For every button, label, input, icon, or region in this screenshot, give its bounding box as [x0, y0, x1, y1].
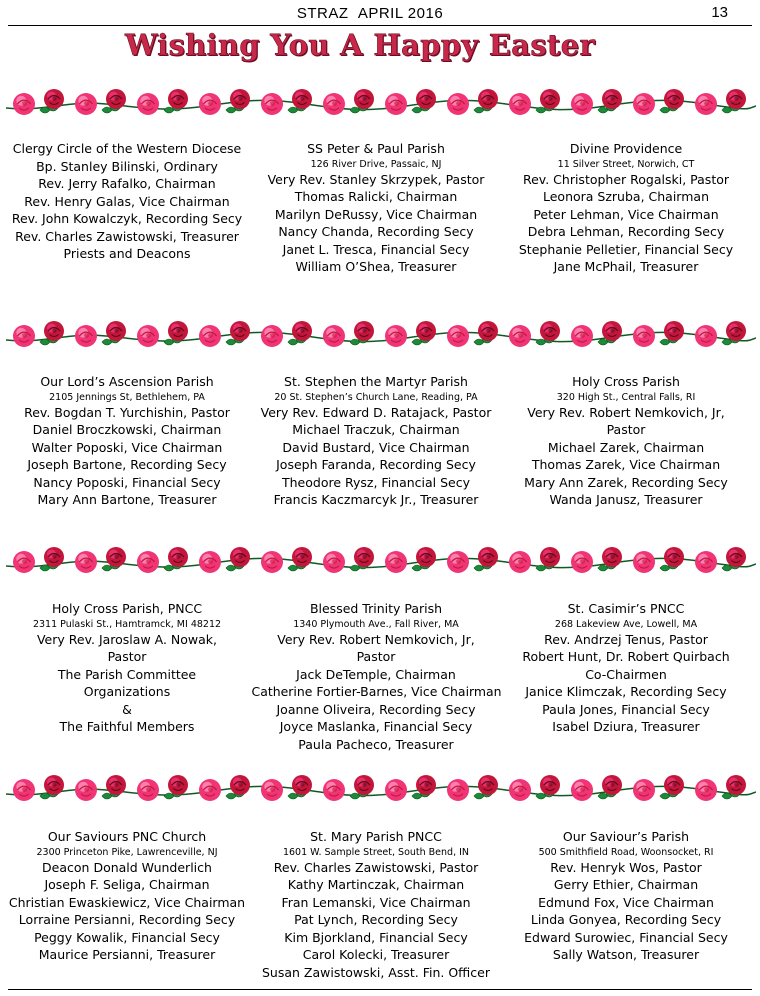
rose-flower — [416, 547, 436, 567]
officer-line: Robert Hunt, Dr. Robert Quirbach — [522, 649, 730, 664]
officer-line: Jane McPhail, Treasurer — [553, 259, 699, 274]
rose-flower — [416, 321, 436, 341]
rose-flower — [447, 93, 469, 115]
rose-flower — [633, 551, 655, 573]
rose-flower — [75, 551, 97, 573]
rose-flower — [199, 93, 221, 115]
parish-block — [501, 373, 751, 509]
rose-flower — [478, 321, 498, 341]
rose-flower — [602, 547, 622, 567]
rose-flower — [168, 547, 188, 567]
rose-flower — [478, 775, 498, 795]
rose-flower — [478, 89, 498, 109]
officer-line: Rev. Charles Zawistowski, Treasurer — [15, 228, 239, 244]
rose-flower — [509, 779, 531, 801]
officer-line: Organizations — [83, 684, 171, 699]
rose-flower — [354, 89, 374, 109]
rose-flower — [385, 551, 407, 573]
rose-flower — [571, 551, 593, 573]
rose-flower — [292, 775, 312, 795]
officer-line: Pastor — [606, 422, 646, 437]
officer-line: Nancy Poposki, Financial Secy — [33, 474, 221, 490]
parish-address: 500 Smithfield Road, Woonsocket, RI — [538, 846, 714, 858]
rose-flower — [354, 321, 374, 341]
parish-block — [2, 600, 252, 736]
rose-flower — [695, 325, 717, 347]
officer-line: Deacon Donald Wunderlich — [42, 859, 212, 875]
rose-flower — [447, 325, 469, 347]
garland-graphic — [6, 82, 756, 122]
rose-garland — [6, 540, 756, 580]
officer-line: Very Rev. Robert Nemkovich, Jr, — [527, 404, 725, 420]
rose-flower — [540, 89, 560, 109]
rose-flower — [571, 325, 593, 347]
rose-flower — [695, 551, 717, 573]
officer-line: Rev. Bogdan T. Yurchishin, Pastor — [24, 404, 230, 420]
officer-line: Joseph Bartone, Recording Secy — [27, 457, 227, 472]
parish-block — [501, 140, 751, 276]
rose-flower — [230, 89, 250, 109]
rose-flower — [230, 775, 250, 795]
parish-name: St. Stephen the Martyr Parish — [284, 374, 468, 389]
parish-block — [251, 828, 501, 981]
officer-line: Rev. Christopher Rogalski, Pastor — [522, 171, 730, 187]
officer-line: Edward Surowiec, Financial Secy — [524, 929, 728, 945]
rose-flower — [323, 325, 345, 347]
rose-flower — [633, 325, 655, 347]
rose-flower — [509, 93, 531, 115]
rose-flower — [664, 547, 684, 567]
officer-line: Joseph Faranda, Recording Secy — [276, 457, 476, 472]
officer-line: Janice Klimczak, Recording Secy — [525, 684, 727, 699]
footer-rule — [8, 989, 752, 990]
rose-garland — [6, 768, 756, 808]
rose-flower — [168, 321, 188, 341]
rose-flower — [726, 775, 746, 795]
rose-flower — [416, 775, 436, 795]
rose-flower — [13, 325, 35, 347]
parish-address: 20 St. Stephen’s Church Lane, Reading, PA — [274, 391, 478, 403]
officer-line: Gerry Ethier, Chairman — [553, 877, 699, 892]
rose-flower — [602, 89, 622, 109]
rose-flower — [385, 779, 407, 801]
rose-flower — [75, 93, 97, 115]
rose-flower — [137, 779, 159, 801]
rose-flower — [13, 779, 35, 801]
rose-flower — [261, 551, 283, 573]
rose-flower — [633, 93, 655, 115]
parish-name: Holy Cross Parish, PNCC — [51, 601, 203, 616]
parish-address: 2300 Princeton Pike, Lawrenceville, NJ — [36, 846, 218, 858]
officer-line: Mary Ann Zarek, Recording Secy — [524, 474, 728, 490]
rose-flower — [13, 93, 35, 115]
officer-line: Peter Lehman, Vice Chairman — [533, 206, 719, 222]
officer-line: Linda Gonyea, Recording Secy — [530, 912, 722, 927]
parish-name: SS Peter & Paul Parish — [307, 141, 445, 156]
parish-address: 320 High St., Central Falls, RI — [556, 391, 696, 403]
officer-line: Kim Bjorkland, Financial Secy — [284, 929, 468, 945]
parish-block — [2, 828, 252, 964]
parish-block — [251, 373, 501, 509]
rose-flower — [137, 93, 159, 115]
rose-flower — [106, 547, 126, 567]
parish-address: 2105 Jennings St, Bethlehem, PA — [49, 391, 205, 403]
rose-flower — [168, 775, 188, 795]
officer-line: Francis Kaczmarcyk Jr., Treasurer — [273, 492, 479, 507]
officer-line: Marilyn DeRussy, Vice Chairman — [274, 206, 478, 222]
officer-line: Maurice Persianni, Treasurer — [38, 947, 216, 962]
parish-name: Our Saviour’s Parish — [562, 829, 690, 844]
parish-name: Divine Providence — [569, 141, 683, 156]
parish-name: St. Casimir’s PNCC — [567, 601, 685, 616]
officer-line: Rev. Henry Galas, Vice Chairman — [24, 193, 230, 209]
officer-line: Priests and Deacons — [63, 246, 191, 261]
officer-line: Debra Lehman, Recording Secy — [527, 224, 725, 239]
rose-flower — [602, 321, 622, 341]
parish-address: 268 Lakeview Ave, Lowell, MA — [554, 618, 698, 630]
rose-flower — [726, 89, 746, 109]
officer-line: Janet L. Tresca, Financial Secy — [282, 241, 470, 257]
officer-line: Theodore Rysz, Financial Secy — [281, 474, 471, 490]
rose-flower — [478, 547, 498, 567]
rose-flower — [323, 93, 345, 115]
officer-line: Michael Traczuk, Chairman — [292, 422, 460, 437]
rose-flower — [106, 775, 126, 795]
rose-flower — [726, 321, 746, 341]
parish-name: Blessed Trinity Parish — [309, 601, 443, 616]
parish-name: Clergy Circle of the Western Diocese — [12, 141, 242, 156]
officer-line: Pastor — [356, 649, 396, 664]
header-title — [0, 5, 740, 22]
rose-garland — [6, 82, 756, 122]
rose-flower — [199, 551, 221, 573]
officer-line: & — [122, 701, 132, 717]
officer-line: Paula Pacheco, Treasurer — [298, 736, 454, 752]
officer-line: Thomas Ralicki, Chairman — [294, 189, 458, 204]
rose-flower — [354, 547, 374, 567]
rose-flower — [509, 325, 531, 347]
publication-name: STRAZ — [296, 5, 349, 22]
officer-line: Leonora Szruba, Chairman — [543, 189, 709, 204]
rose-flower — [695, 779, 717, 801]
officer-line: Paula Jones, Financial Secy — [542, 701, 710, 717]
parish-address: 1601 W. Sample Street, South Bend, IN — [282, 846, 470, 858]
rose-flower — [633, 779, 655, 801]
rose-flower — [323, 779, 345, 801]
officer-line: Very Rev. Stanley Skrzypek, Pastor — [267, 171, 485, 187]
officer-line: Very Rev. Edward D. Ratajack, Pastor — [260, 404, 492, 420]
rose-garland — [6, 314, 756, 354]
rose-flower — [509, 551, 531, 573]
officer-line: Mary Ann Bartone, Treasurer — [37, 492, 217, 507]
rose-flower — [540, 775, 560, 795]
rose-flower — [571, 93, 593, 115]
officer-line: Very Rev. Robert Nemkovich, Jr, — [277, 631, 475, 647]
rose-flower — [199, 779, 221, 801]
garland-graphic — [6, 540, 756, 580]
officer-line: William O’Shea, Treasurer — [295, 259, 457, 274]
officer-line: Edmund Fox, Vice Chairman — [538, 894, 714, 910]
rose-flower — [137, 551, 159, 573]
rose-flower — [571, 779, 593, 801]
rose-flower — [540, 547, 560, 567]
officer-line: Jack DeTemple, Chairman — [296, 666, 456, 682]
parish-address: 1340 Plymouth Ave., Fall River, MA — [293, 618, 459, 630]
rose-flower — [137, 325, 159, 347]
rose-flower — [44, 89, 64, 109]
rose-flower — [13, 551, 35, 573]
officer-line: Walter Poposki, Vice Chairman — [31, 439, 223, 455]
rose-flower — [230, 321, 250, 341]
officer-line: Carol Kolecki, Treasurer — [302, 947, 450, 962]
rose-flower — [664, 89, 684, 109]
rose-flower — [695, 93, 717, 115]
officer-line: Co-Chairmen — [585, 666, 667, 682]
parish-name: Holy Cross Parish — [572, 374, 680, 389]
rose-flower — [664, 321, 684, 341]
officer-line: Nancy Chanda, Recording Secy — [278, 224, 474, 239]
rose-flower — [199, 325, 221, 347]
rose-flower — [447, 779, 469, 801]
garland-graphic — [6, 768, 756, 808]
officer-line: Catherine Fortier-Barnes, Vice Chairman — [251, 684, 502, 699]
rose-flower — [323, 551, 345, 573]
parish-name: St. Mary Parish PNCC — [310, 829, 442, 844]
officer-line: Sally Watson, Treasurer — [552, 947, 700, 962]
officer-line: Rev. Jerry Rafalko, Chairman — [38, 176, 216, 191]
rose-flower — [75, 779, 97, 801]
parish-address: 11 Silver Street, Norwich, CT — [557, 158, 695, 170]
parish-block — [2, 373, 252, 509]
rose-flower — [664, 775, 684, 795]
officer-line: Thomas Zarek, Vice Chairman — [531, 457, 721, 472]
officer-line: David Bustard, Vice Chairman — [282, 439, 470, 455]
rose-flower — [168, 89, 188, 109]
rose-flower — [447, 551, 469, 573]
officer-line: Rev. Charles Zawistowski, Pastor — [273, 859, 479, 875]
garland-graphic — [6, 314, 756, 354]
parish-block — [501, 828, 751, 964]
issue-date: APRIL 2016 — [357, 5, 444, 22]
rose-flower — [230, 547, 250, 567]
officer-line: Rev. Henryk Wos, Pastor — [550, 859, 702, 875]
officer-line: Daniel Broczkowski, Chairman — [32, 422, 222, 437]
rose-flower — [261, 779, 283, 801]
officer-line: Fran Lemanski, Vice Chairman — [281, 894, 471, 910]
rose-flower — [385, 325, 407, 347]
officer-line: Susan Zawistowski, Asst. Fin. Officer — [262, 964, 490, 980]
rose-flower — [44, 547, 64, 567]
parish-block — [251, 600, 501, 753]
rose-flower — [385, 93, 407, 115]
rose-flower — [292, 89, 312, 109]
officer-line: Bp. Stanley Bilinski, Ordinary — [36, 158, 218, 174]
rose-flower — [292, 321, 312, 341]
officer-line: Peggy Kowalik, Financial Secy — [34, 929, 220, 945]
officer-line: Kathy Martinczak, Chairman — [287, 877, 465, 892]
rose-flower — [106, 321, 126, 341]
rose-flower — [75, 325, 97, 347]
officer-line: Pastor — [107, 649, 147, 664]
officer-line: Stephanie Pelletier, Financial Secy — [518, 241, 734, 257]
easter-banner: Wishing You A Happy Easter — [124, 28, 596, 62]
rose-flower — [261, 93, 283, 115]
officer-line: Christian Ewaskiewicz, Vice Chairman — [8, 894, 246, 910]
officer-line: Joanne Oliveira, Recording Secy — [276, 701, 476, 717]
rose-flower — [44, 775, 64, 795]
officer-line: Very Rev. Jaroslaw A. Nowak, — [36, 631, 218, 647]
header-rule — [8, 25, 752, 26]
officer-line: The Parish Committee — [57, 666, 197, 682]
rose-flower — [44, 321, 64, 341]
parish-block — [2, 140, 252, 263]
officer-line: Rev. Andrzej Tenus, Pastor — [544, 631, 708, 647]
parish-address: 126 River Drive, Passaic, NJ — [310, 158, 442, 170]
rose-flower — [261, 325, 283, 347]
officer-line: The Faithful Members — [59, 719, 195, 734]
officer-line: Joyce Maslanka, Financial Secy — [279, 719, 473, 734]
parish-name: Our Lord’s Ascension Parish — [40, 374, 214, 389]
officer-line: Joseph F. Seliga, Chairman — [44, 877, 210, 892]
rose-flower — [602, 775, 622, 795]
officer-line: Isabel Dziura, Treasurer — [552, 719, 700, 734]
page-header — [0, 0, 760, 26]
officer-line: Lorraine Persianni, Recording Secy — [18, 912, 236, 927]
page-number: 13 — [711, 4, 728, 21]
officer-line: Rev. John Kowalczyk, Recording Secy — [11, 211, 243, 226]
parish-address: 2311 Pulaski St., Hamtramck, MI 48212 — [32, 618, 222, 630]
rose-flower — [416, 89, 436, 109]
officer-line: Wanda Janusz, Treasurer — [549, 492, 703, 507]
parish-block — [251, 140, 501, 276]
parish-block — [501, 600, 751, 736]
rose-flower — [354, 775, 374, 795]
parish-name: Our Saviours PNC Church — [47, 829, 207, 844]
rose-flower — [726, 547, 746, 567]
rose-flower — [292, 547, 312, 567]
officer-line: Pat Lynch, Recording Secy — [294, 912, 458, 927]
rose-flower — [540, 321, 560, 341]
officer-line: Michael Zarek, Chairman — [547, 439, 705, 455]
rose-flower — [106, 89, 126, 109]
